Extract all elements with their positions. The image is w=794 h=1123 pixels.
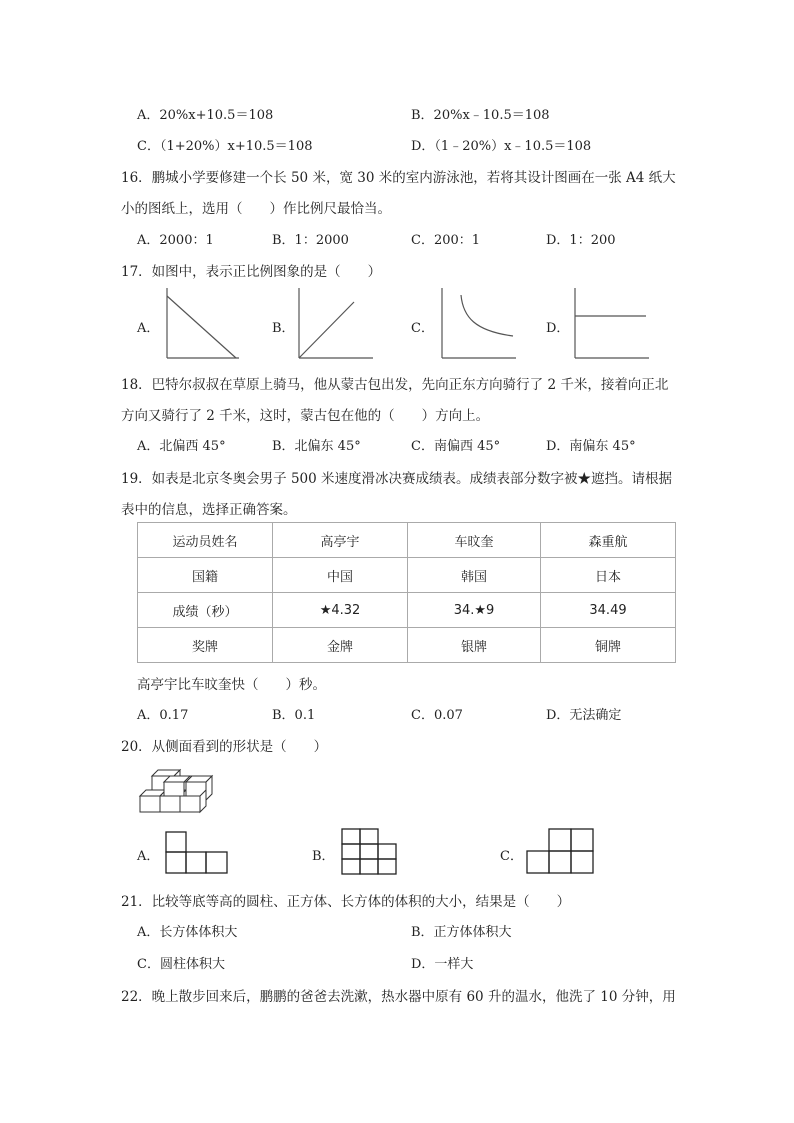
table-cell: 34.★9 xyxy=(408,593,541,628)
q21-option-c[interactable]: C．圆柱体积大 xyxy=(137,957,225,972)
q18-option-d[interactable]: D．南偏东 45° xyxy=(546,439,636,454)
q20-option-c[interactable]: C． xyxy=(500,849,523,864)
q16-option-b[interactable]: B．1：2000 xyxy=(272,233,349,248)
table-cell: 韩国 xyxy=(408,558,541,593)
q18-stem-line1: 18．巴特尔叔叔在草原上骑马，他从蒙古包出发，先向正东方向骑行了 2 千米，接着向正北 xyxy=(121,377,669,393)
q21-option-a[interactable]: A．长方体体积大 xyxy=(137,925,238,940)
q20-option-a[interactable]: A． xyxy=(137,849,160,864)
q17-graph-d-constant-line xyxy=(574,287,650,359)
q17-graph-c-inverse-curve xyxy=(441,287,517,359)
table-row xyxy=(138,558,676,593)
q17-option-c[interactable]: C． xyxy=(411,321,434,336)
q16-stem-line1: 16．鹏城小学要修建一个长 50 米，宽 30 米的室内游泳池，若将其设计图画在一张 A4 纸大 xyxy=(121,170,676,186)
q17-stem: 17．如图中，表示正比例图象的是（ ） xyxy=(121,264,382,280)
q18-option-a[interactable]: A．北偏西 45° xyxy=(137,439,226,454)
q15-option-d[interactable]: D．（1﹣20%）x﹣10.5＝108 xyxy=(411,139,592,154)
table-cell: 银牌 xyxy=(408,628,541,663)
q21-option-b[interactable]: B．正方体体积大 xyxy=(411,925,512,940)
q19-stem-line2: 表中的信息，选择正确答案。 xyxy=(121,502,297,518)
q17-graph-a-decreasing-line xyxy=(166,287,240,359)
q16-stem-line2: 小的图纸上，选用（ ）作比例尺最恰当。 xyxy=(121,201,391,217)
q20-option-b[interactable]: B． xyxy=(312,849,335,864)
table-cell: 成绩（秒） xyxy=(138,593,273,628)
q19-option-a[interactable]: A．0.17 xyxy=(137,708,189,723)
q18-stem-line2: 方向又骑行了 2 千米，这时，蒙古包在他的（ ）方向上。 xyxy=(121,408,490,424)
q21-option-d[interactable]: D．一样大 xyxy=(411,957,474,972)
q19-option-d[interactable]: D．无法确定 xyxy=(546,708,622,723)
table-cell: 34.49 xyxy=(541,593,676,628)
table-cell: 高亭宇 xyxy=(273,523,408,558)
table-cell: ★4.32 xyxy=(273,593,408,628)
q18-option-b[interactable]: B．北偏东 45° xyxy=(272,439,361,454)
q19-option-b[interactable]: B．0.1 xyxy=(272,708,316,723)
q20-shape-a xyxy=(165,831,229,875)
table-cell: 奖牌 xyxy=(138,628,273,663)
q17-graph-b-proportional-line xyxy=(298,287,374,359)
q21-stem: 21．比较等底等高的圆柱、正方体、长方体的体积的大小，结果是（ ） xyxy=(121,894,571,910)
q15-option-c[interactable]: C．（1+20%）x+10.5＝108 xyxy=(137,139,313,154)
q20-stem: 20．从侧面看到的形状是（ ） xyxy=(121,739,328,755)
table-cell: 车旼奎 xyxy=(408,523,541,558)
table-cell: 运动员姓名 xyxy=(138,523,273,558)
q19-question: 高亭宇比车旼奎快（ ）秒。 xyxy=(137,677,326,693)
q18-option-c[interactable]: C．南偏西 45° xyxy=(411,439,501,454)
results-table xyxy=(137,522,676,663)
q17-option-b[interactable]: B． xyxy=(272,321,295,336)
q19-option-c[interactable]: C．0.07 xyxy=(411,708,463,723)
cube-stack-illustration xyxy=(138,766,218,816)
q17-option-d[interactable]: D． xyxy=(546,321,570,336)
q22-stem: 22．晚上散步回来后，鹏鹏的爸爸去洗漱，热水器中原有 60 升的温水，他洗了 10 分钟，用 xyxy=(121,989,676,1005)
table-cell: 日本 xyxy=(541,558,676,593)
table-cell: 铜牌 xyxy=(541,628,676,663)
q19-stem-line1: 19．如表是北京冬奥会男子 500 米速度滑冰决赛成绩表。成绩表部分数字被★遮挡。请根据 xyxy=(121,471,673,487)
q16-option-d[interactable]: D．1：200 xyxy=(546,233,616,248)
q17-option-a[interactable]: A． xyxy=(137,321,160,336)
table-cell: 国籍 xyxy=(138,558,273,593)
q20-shape-b xyxy=(341,828,405,876)
table-cell: 金牌 xyxy=(273,628,408,663)
q15-option-b[interactable]: B．20%x﹣10.5＝108 xyxy=(411,108,550,123)
q15-option-a[interactable]: A．20%x+10.5＝108 xyxy=(137,108,274,123)
table-row xyxy=(138,628,676,663)
q16-option-c[interactable]: C．200：1 xyxy=(411,233,481,248)
table-cell: 中国 xyxy=(273,558,408,593)
q16-option-a[interactable]: A．2000：1 xyxy=(137,233,214,248)
q20-shape-c xyxy=(526,828,596,876)
table-cell: 森重航 xyxy=(541,523,676,558)
table-row xyxy=(138,593,676,628)
table-row xyxy=(138,523,676,558)
